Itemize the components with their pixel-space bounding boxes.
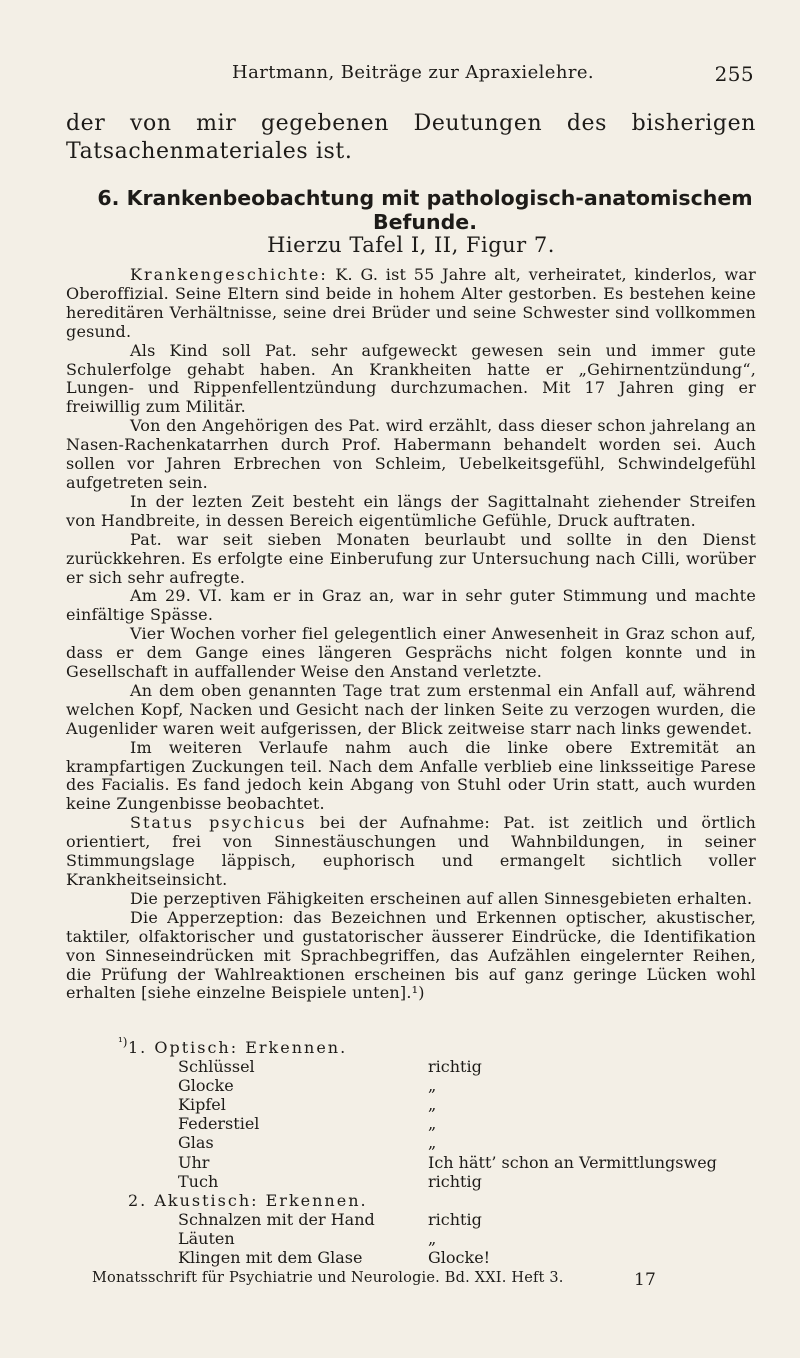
footnote-mark: ¹)	[118, 1035, 128, 1049]
footnote-item: Klingen mit dem Glase	[178, 1248, 363, 1268]
footnote	[66, 1035, 756, 1268]
footnote-row	[66, 1057, 756, 1076]
paragraph	[66, 890, 756, 909]
paragraph-text: Pat. war seit sieben Monaten beurlaubt und sollte in den Dienst zurückkehren. Es erfolgte eine Einberufung zur Untersuchung nach Cilli, worüber er sich sehr aufregte.	[66, 529, 756, 587]
paragraph-text: K. G. ist 55 Jahre alt, verheiratet, kinderlos, war Oberoffizial. Seine Eltern sind beide in hohem Alter gestorben. Es bestehen keine hereditären Verhältnisse, seine drei Brüder und seine Schwester sind vollkommen gesund.	[66, 265, 756, 341]
footnote-item: Tuch	[178, 1171, 219, 1191]
footnote-result: „	[428, 1133, 437, 1153]
footnote-item: Schlüssel	[178, 1057, 255, 1077]
paragraph	[66, 682, 756, 739]
footnote-item: Glocke	[178, 1076, 234, 1096]
paragraph	[66, 739, 756, 815]
footnote-item: Federstiel	[178, 1114, 260, 1134]
paragraph-text: Von den Angehörigen des Pat. wird erzählt, dass dieser schon jahrelang an Nasen-Rachenkatarrhen durch Prof. Habermann behandelt worden sei. Auch sollen vor Jahren Erbrechen von Schleim, Uebelkeitsgefühl, Schwindelgefühl aufgetreten sein.	[66, 416, 756, 492]
footnote-result: richtig	[428, 1171, 482, 1191]
section-subheading: Hierzu Tafel I, II, Figur 7.	[267, 233, 555, 257]
paragraph-lead: Krankengeschichte:	[130, 265, 328, 284]
paragraph	[66, 909, 756, 1004]
paragraph-text: Am 29. VI. kam er in Graz an, war in sehr guter Stimmung und machte einfältige Spässe.	[66, 586, 756, 625]
footnote-row	[66, 1210, 756, 1229]
footnote-category: 2. Akustisch: Erkennen.	[128, 1190, 368, 1210]
footnote-row	[66, 1191, 756, 1210]
footnote-result: „	[428, 1114, 437, 1134]
intro-text: der von mir gegebenen Deutungen des bisherigen Tatsachenmateriales ist.	[66, 111, 756, 164]
paragraph	[66, 587, 756, 625]
paragraph	[66, 814, 756, 890]
paragraph-text: Die Apperzeption: das Bezeichnen und Erkennen optischer, akustischer, taktiler, olfaktorischer und gustatorischer äusserer Eindrücke, die Identifikation von Sinneseindrücken mit Sprachbegriffen, das Aufzählen eingelernter Reihen, die Prüfung der Wahlreaktionen erscheinen bis auf ganz geringe Lücken wohl erhalten [siehe einzelne Beispiele unten].¹)	[66, 907, 756, 1003]
footnote-item: Glas	[178, 1133, 214, 1153]
section-heading-line1: 6. Krankenbeobachtung mit pathologisch-anatomischem	[97, 186, 753, 210]
footnote-row	[66, 1172, 756, 1191]
footnote-row	[66, 1229, 756, 1248]
paragraph	[66, 493, 756, 531]
footnote-row	[66, 1095, 756, 1114]
paragraph	[66, 417, 756, 493]
journal-line: Monatsschrift für Psychiatrie und Neurologie. Bd. XXI. Heft 3.	[92, 1270, 564, 1286]
footnote-result: richtig	[428, 1057, 482, 1077]
footnote-result: „	[428, 1095, 437, 1115]
paragraph	[66, 266, 756, 342]
footnote-row	[66, 1133, 756, 1152]
footnote-row	[66, 1076, 756, 1095]
footnote-item: Schnalzen mit der Hand	[178, 1209, 375, 1229]
paragraph-text: An dem oben genannten Tage trat zum erstenmal ein Anfall auf, während welchen Kopf, Nacken und Gesicht nach der linken Seite zu verzogen wurden, die Augenlider waren weit aufgerissen, der Blick zeitweise starr nach links gewendet.	[66, 680, 756, 738]
paragraph	[66, 342, 756, 418]
paragraph-text: Die perzeptiven Fähigkeiten erscheinen auf allen Sinnesgebieten erhalten.	[130, 888, 753, 908]
section-heading	[90, 186, 760, 234]
paragraph	[66, 531, 756, 588]
paragraph-text: Im weiteren Verlaufe nahm auch die linke obere Extremität an krampfartigen Zuckungen teil. Nach dem Anfalle verblieb eine linksseitige Parese des Facialis. Es fand jedoch kein Abgang von Stuhl oder Urin statt, auch wurden keine Zungenbisse beobachtet.	[66, 737, 756, 814]
footnote-result: Ich hätt’ schon an Vermittlungsweg	[428, 1152, 717, 1172]
paragraph	[66, 625, 756, 682]
paragraph-lead: Status psychicus	[130, 813, 307, 833]
footnote-category: 1. Optisch: Erkennen.	[128, 1038, 348, 1057]
running-title: Hartmann, Beiträge zur Apraxielehre.	[232, 62, 594, 83]
signature-mark: 17	[634, 1270, 657, 1290]
footnote-item: Läuten	[178, 1228, 235, 1248]
footnote-result: „	[428, 1076, 437, 1096]
footnote-row	[66, 1114, 756, 1133]
footnote-row	[66, 1248, 756, 1267]
footnote-result: richtig	[428, 1209, 482, 1229]
paragraph-text: bei der Aufnahme: Pat. ist zeitlich und örtlich orientiert, frei von Sinnestäuschungen und Wahnbildungen, in seiner Stimmungslage läppisch, euphorisch und ermangelt sichtlich voller Krankheitseinsicht.	[66, 813, 756, 889]
paragraph-text: In der lezten Zeit besteht ein längs der Sagittalnaht ziehender Streifen von Handbreite, in dessen Bereich eigentümliche Gefühle, Druck auftraten.	[66, 491, 756, 530]
footnote-row	[66, 1035, 756, 1057]
footnote-result: „	[428, 1228, 437, 1248]
paragraph-text: Vier Wochen vorher fiel gelegentlich einer Anwesenheit in Graz schon auf, dass er dem Gange eines längeren Gesprächs nicht folgen konnte und in Gesellschaft in auffallender Weise den Anstand verletzte.	[66, 624, 756, 682]
page-footer	[92, 1270, 732, 1290]
page-number: 255	[714, 62, 754, 86]
footnote-item: Uhr	[178, 1152, 210, 1172]
footnote-item: Kipfel	[178, 1095, 226, 1115]
body-text	[66, 266, 756, 1003]
footnote-result: Glocke!	[428, 1248, 491, 1268]
footnote-row	[66, 1153, 756, 1172]
section-heading-line2: Befunde.	[372, 210, 477, 234]
paragraph-text: Als Kind soll Pat. sehr aufgeweckt gewesen sein und immer gute Schulerfolge gehabt haben. An Krankheiten hatte er „Gehirnentzündung“, Lungen- und Rippenfellentzündung durchzumachen. Mit 17 Jahren ging er freiwillig zum Militär.	[66, 340, 756, 417]
